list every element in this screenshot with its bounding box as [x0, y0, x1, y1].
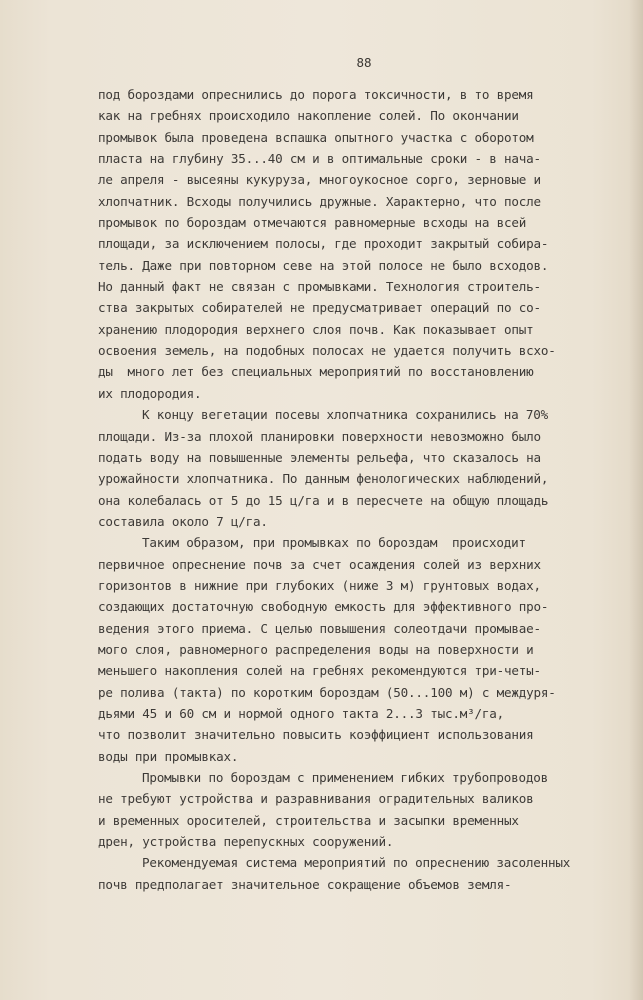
text-line: площади, за исключением полосы, где проходит закрытый собира- — [98, 236, 549, 252]
page-edge-shadow — [629, 0, 643, 1000]
paragraph-first-line: К концу вегетации посевы хлопчатника сохранились на 70% — [142, 407, 549, 423]
text-line: и временных оросителей, строительства и засыпки временных — [98, 812, 519, 828]
text-line: ре полива (такта) по коротким бороздам (50...100 м) с междуря- — [98, 684, 556, 700]
text-line: ведения этого приема. С целью повышения солеотдачи промывае- — [98, 620, 541, 636]
text-line: мого слоя, равномерного распределения воды на поверхности и — [98, 641, 534, 657]
text-line: дрен, устройства перепускных сооружений. — [98, 834, 394, 850]
text-line: что позволит значительно повысить коэффициент использования — [98, 727, 534, 743]
body-text — [98, 84, 618, 895]
text-line: ства закрытых собирателей не предусматривает операций по со- — [98, 300, 541, 316]
text-line: урожайности хлопчатника. По данным фенологических наблюдений, — [98, 471, 549, 487]
text-line: воды при промывках. — [98, 748, 239, 764]
page-number: 88 — [356, 55, 372, 70]
text-line: освоения земель, на подобных полосах не удается получить всхо- — [98, 343, 556, 359]
text-line: их плодородия. — [98, 385, 202, 401]
text-line: она колебалась от 5 до 15 ц/га и в пересчете на общую площадь — [98, 492, 549, 508]
text-line: под бороздами опреснились до порога токсичности, в то время — [98, 87, 534, 102]
text-line: пласта на глубину 35...40 см и в оптимальные сроки - в нача- — [98, 151, 541, 167]
text-line: ле апреля - высеяны кукуруза, многоукосное сорго, зерновые и — [98, 172, 541, 188]
text-line: Но данный факт не связан с промывками. Технология строитель- — [98, 279, 541, 295]
paragraph-first-line: Таким образом, при промывках по бороздам происходит — [142, 535, 526, 551]
text-line: составила около 7 ц/га. — [98, 513, 268, 529]
text-line: первичное опреснение почв за счет осаждения солей из верхних — [98, 556, 541, 572]
text-line: как на гребнях происходило накопление солей. По окончании — [98, 108, 519, 124]
text-line: хлопчатник. Всходы получились дружные. Характерно, что после — [98, 193, 541, 209]
text-line: горизонтов в нижние при глубоких (ниже 3 м) грунтовых водах, — [98, 577, 541, 593]
paragraph-first-line: Промывки по бороздам с применением гибких трубопроводов — [142, 770, 549, 785]
text-line: дьями 45 и 60 см и нормой одного такта 2...3 тыс.м³/га, — [98, 705, 505, 721]
text-line: почв предполагает значительное сокращение объемов земля- — [98, 876, 512, 892]
text-line: ды много лет без специальных мероприятий по восстановлению — [98, 364, 534, 380]
text-line: хранению плодородия верхнего слоя почв. Как показывает опыт — [98, 321, 534, 337]
text-line: тель. Даже при повторном севе на этой полосе не было всходов. — [98, 257, 549, 273]
text-line: промывок по бороздам отмечаются равномерные всходы на всей — [98, 215, 527, 231]
paragraph-first-line: Рекомендуемая система мероприятий по опреснению засоленных — [142, 855, 571, 871]
text-line: площади. Из-за плохой планировки поверхности невозможно было — [98, 428, 541, 444]
text-line: создающих достаточную свободную емкость для эффективного про- — [98, 599, 549, 615]
text-line: меньшего накопления солей на гребнях рекомендуются три-четы- — [98, 663, 541, 679]
text-line: подать воду на повышенные элементы рельефа, что сказалось на — [98, 449, 541, 465]
text-line: промывок была проведена вспашка опытного участка с оборотом — [98, 129, 534, 145]
text-line: не требуют устройства и разравнивания оградительных валиков — [98, 791, 534, 807]
